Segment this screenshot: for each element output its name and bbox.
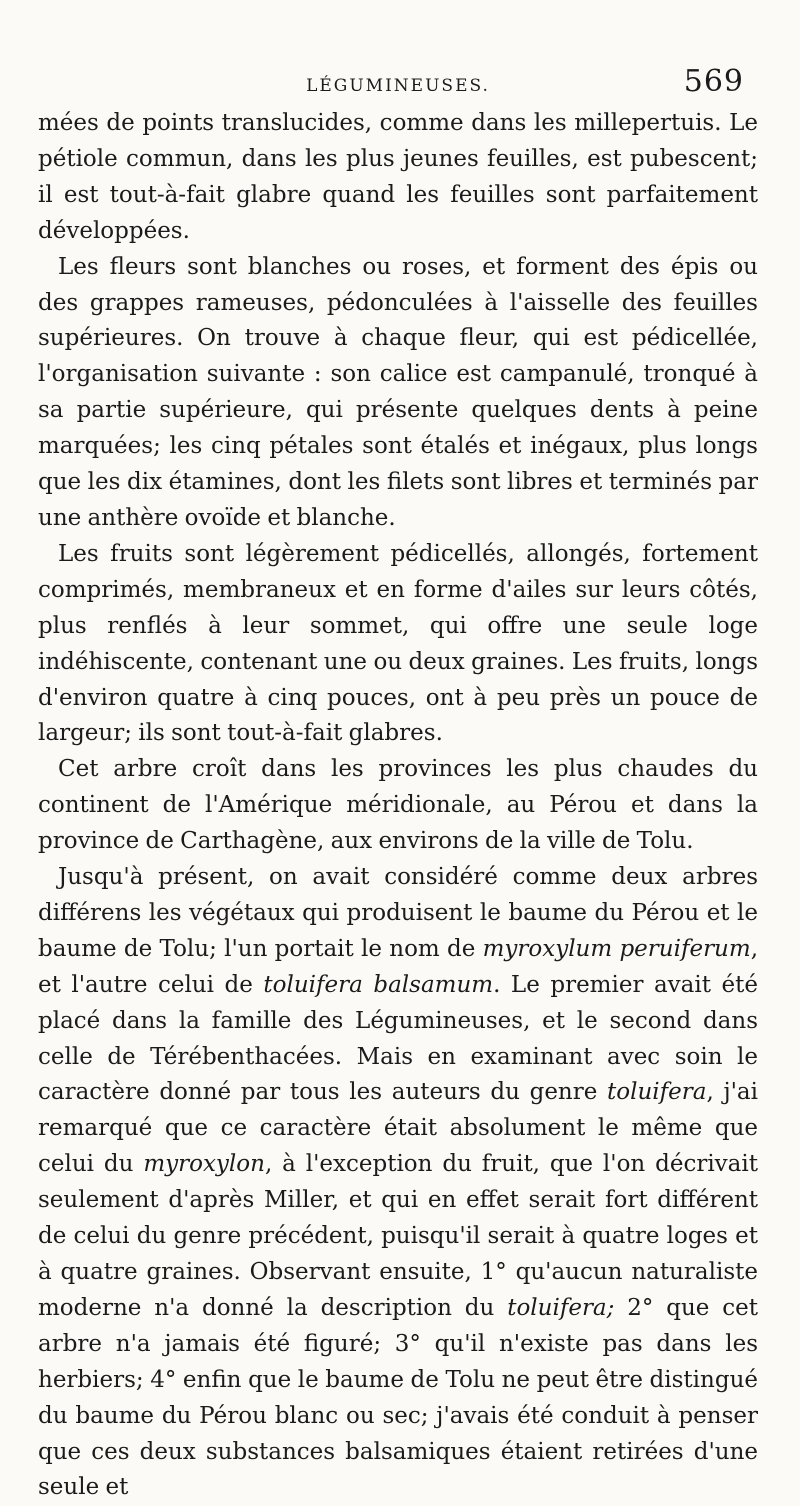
text-run: , et l'autre celui de [38, 935, 758, 998]
running-title: LÉGUMINEUSES. [306, 76, 490, 96]
paragraph [38, 860, 758, 1506]
text-run: Jusqu'à présent, on avait considéré comme deux arbres différens les végétaux qui produisent le baume du Pérou et le baume de Tolu; l'un portait le nom de [38, 864, 758, 962]
italic-term: toluifera [607, 1079, 707, 1106]
text-run: , j'ai remarqué que ce caractère était absolument le même que celui du [38, 1079, 758, 1178]
italic-term: toluifera balsamum [263, 971, 494, 998]
italic-term: toluifera; [507, 1294, 615, 1321]
paragraph [38, 537, 758, 752]
text-run: , à l'exception du fruit, que l'on décrivait seulement d'après Miller, et qui en effet serait fort différent de celui du genre précédent, puisqu'il serait à quatre loges et à quatre graines. Observant ensuite, 1° qu'aucun naturaliste moderne n'a donné la description du [38, 1151, 758, 1321]
book-page [38, 0, 759, 1501]
text-run: 2° que cet arbre n'a jamais été figuré; 3° qu'il n'existe pas dans les herbiers; 4° enfin que le baume de Tolu ne peut être distingué du baume du Pérou blanc ou sec; j'avais été conduit à penser que ces deux substances balsamiques étaient retirées d'une seule et [38, 1294, 759, 1501]
italic-term: myroxylon [143, 1151, 265, 1178]
text-run: Les fruits sont légèrement pédicellés, allongés, fortement comprimés, membraneux et en forme d'ailes sur leurs côtés, plus renflés à leur sommet, qui offre une seule loge indéhiscente, contenant une ou deux graines. Les fruits, longs d'environ quatre à cinq pouces, ont à peu près un pouce de largeur; ils sont tout-à-fait glabres. [38, 540, 758, 747]
italic-term: myroxylum peruiferum [482, 935, 751, 962]
text-run: Cet arbre croît dans les provinces les plus chaudes du continent de l'Amérique méridionale, au Pérou et dans la province de Carthagène, aux environs de la ville de Tolu. [38, 756, 758, 855]
paragraph [38, 250, 758, 537]
running-head [38, 0, 758, 106]
page-number: 569 [683, 64, 744, 99]
paragraph-continued [38, 106, 758, 250]
text-run: Les fleurs sont blanches ou roses, et forment des épis ou des grappes rameuses, pédonculées à l'aisselle des feuilles supérieures. On trouve à chaque fleur, qui est pédicellée, l'organisation suivante : son calice est campanulé, tronqué à sa partie supérieure, qui présente quelques dents à peine marquées; les cinq pétales sont étalés et inégaux, plus longs que les dix étamines, dont les filets sont libres et terminés par une anthère ovoïde et blanche. [38, 253, 758, 531]
paragraph [38, 752, 758, 860]
text-run: mées de points translucides, comme dans les millepertuis. Le pétiole commun, dans les plus jeunes feuilles, est pubescent; il est tout-à-fait glabre quand les feuilles sont parfaitement développées. [38, 110, 758, 244]
text-run: . Le premier avait été placé dans la famille des Légumineuses, et le second dans celle de Térébenthacées. Mais en examinant avec soin le caractère donné par tous les auteurs du genre [38, 971, 758, 1106]
body-text [38, 106, 758, 1506]
